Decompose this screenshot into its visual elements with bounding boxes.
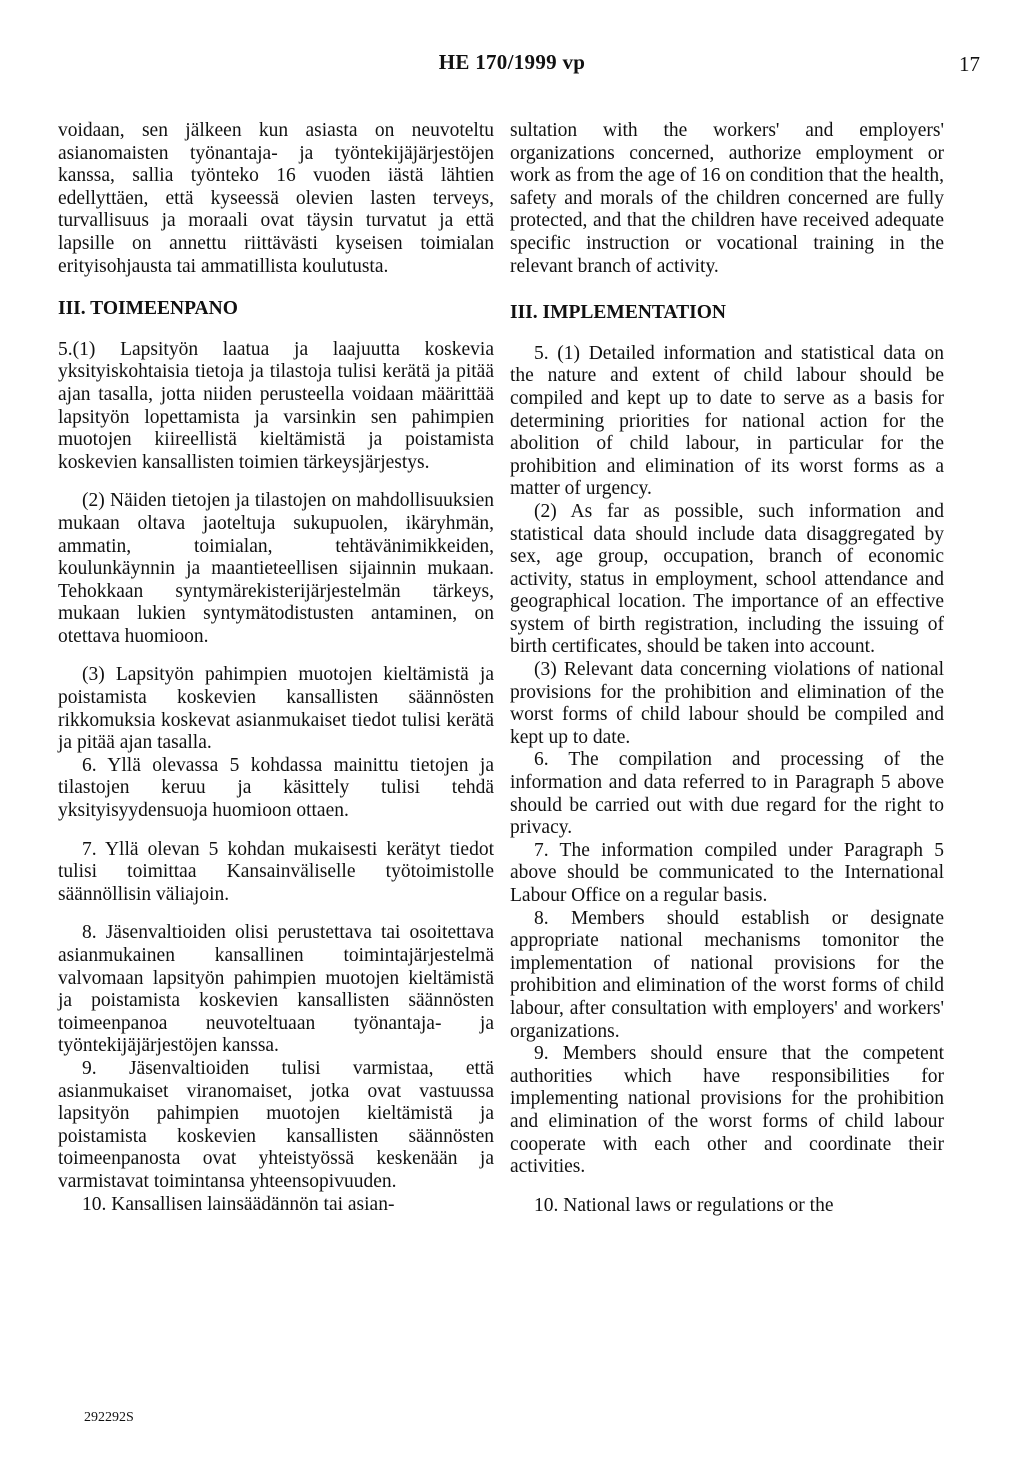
finnish-column <box>58 120 494 1216</box>
en-section-heading: III. IMPLEMENTATION <box>510 302 726 324</box>
fi-paragraph-7: 7. Yllä olevan 5 kohdan mukaisesti kerätyt tiedot tulisi toimittaa Kansainväliselle työtoimistolle säännöllisin väliajoin. <box>58 838 494 905</box>
fi-paragraph-9: 9. Jäsenvaltioiden tulisi varmistaa, että asianmukaiset viranomaiset, jotka ovat vastuussa lapsityön pahimpien muotojen kieltämistä ja poistamista koskevien kansallisten säännösten toimeenpanosta ovat yhteistyössä keskenään ja varmistavat toimintansa yhteensopivuuden. <box>58 1057 494 1192</box>
english-column <box>510 120 944 1217</box>
fi-paragraph-5-3: (3) Lapsityön pahimpien muotojen kieltämistä ja poistamista koskevien kansallisten säännösten rikkomuksia koskevat asianmukaiset tiedot tulisi kerätä ja pitää ajan tasalla. <box>58 664 494 754</box>
footer-code: 292292S <box>84 1410 134 1425</box>
en-paragraph-10: 10. National laws or regulations or the <box>534 1194 834 1216</box>
fi-paragraph-8: 8. Jäsenvaltioiden olisi perustettava tai osoitettava asianmukainen kansallinen toimintajärjestelmä valvomaan lapsityön pahimpien muotojen kieltämistä ja poistamista koskevien kansallisten säännösten toimeenpanoa neuvoteltuaan työnantaja- ja työntekijäjärjestöjen kanssa. <box>58 922 494 1057</box>
en-paragraph-5-1: 5. (1) Detailed information and statistical data on the nature and extent of child labour should be compiled and kept up to date to serve as a basis for determining priorities for national action for the abolition of child labour, in particular for the prohibition and elimination of its worst forms as a matter of urgency. <box>510 342 944 500</box>
fi-paragraph-5-1: 5.(1) Lapsityön laatua ja laajuutta koskevia yksityiskohtaisia tietoja ja tilastoja tulisi kerätä ja pitää ajan tasalla, jotta niiden perusteella voidaan määrittää lapsityön lopettamista ja varsinkin sen pahimpien muotojen kiireellistä kieltämistä ja poistamista koskevien kansallisten toimien tärkeysjärjestys. <box>58 338 494 473</box>
fi-paragraph-5-2: (2) Näiden tietojen ja tilastojen on mahdollisuuksien mukaan oltava jaoteltuja sukupuolen, ikäryhmän, ammatin, toimialan, tehtävänimikkeiden, koulunkäynnin ja maantieteellisen sijainnin mukaan. Tehokkaan syntymärekisterijärjestelmän tärkeys, mukaan lukien syntymätodistusten antaminen, on otettava huomioon. <box>58 490 494 647</box>
en-intro-paragraph: sultation with the workers' and employers' organizations concerned, authorize employment or work as from the age of 16 on condition that the health, safety and morals of the children concerned are fully protected, and that the children have received adequate specific instruction or vocational training in the relevant branch of activity. <box>510 120 944 277</box>
fi-section-heading: III. TOIMEENPANO <box>58 298 238 320</box>
fi-paragraph-10: 10. Kansallisen lainsäädännön tai asian- <box>82 1193 395 1215</box>
en-paragraph-5-2: (2) As far as possible, such information and statistical data should include data disaggregated by sex, age group, occupation, branch of economic activity, status in employment, school attendance and geographical location. The importance of an effective system of birth registration, including the issuing of birth certificates, should be taken into account. <box>510 500 944 658</box>
page-number: 17 <box>959 52 980 76</box>
en-paragraph-5-3: (3) Relevant data concerning violations of national provisions for the prohibition and elimination of the worst forms of child labour should be compiled and kept up to date. <box>510 659 944 748</box>
en-paragraph-7: 7. The information compiled under Paragraph 5 above should be communicated to the International Labour Office on a regular basis. <box>510 839 944 906</box>
fi-intro-paragraph: voidaan, sen jälkeen kun asiasta on neuvoteltu asianomaisten työnantaja- ja työntekijäjärjestöjen kanssa, sallia työnteko 16 vuoden iästä lähtien edellyttäen, että kyseessä olevien lasten terveys, turvallisuus ja moraali ovat täysin turvatut ja että lapsille on annettu riittävästi kyseisen toimialan erityisohjausta tai ammatillista koulutusta. <box>58 120 494 277</box>
fi-paragraph-6: 6. Yllä olevassa 5 kohdassa mainittu tietojen ja tilastojen keruu ja käsittely tulisi tehdä yksityisyydensuoja huomioon ottaen. <box>58 754 494 822</box>
en-paragraph-6: 6. The compilation and processing of the information and data referred to in Paragraph 5 above should be carried out with due regard for the right to privacy. <box>510 749 944 839</box>
en-paragraph-9: 9. Members should ensure that the competent authorities which have responsibilities for implementing national provisions for the prohibition and elimination of the worst forms of child labour cooperate with each other and coordinate their activities. <box>510 1043 944 1178</box>
en-paragraph-8: 8. Members should establish or designate appropriate national mechanisms tomonitor the implementation of national provisions for the prohibition and elimination of the worst forms of child labour, after consultation with employers' and workers' organizations. <box>510 907 944 1042</box>
document-id: HE 170/1999 vp <box>438 50 586 74</box>
